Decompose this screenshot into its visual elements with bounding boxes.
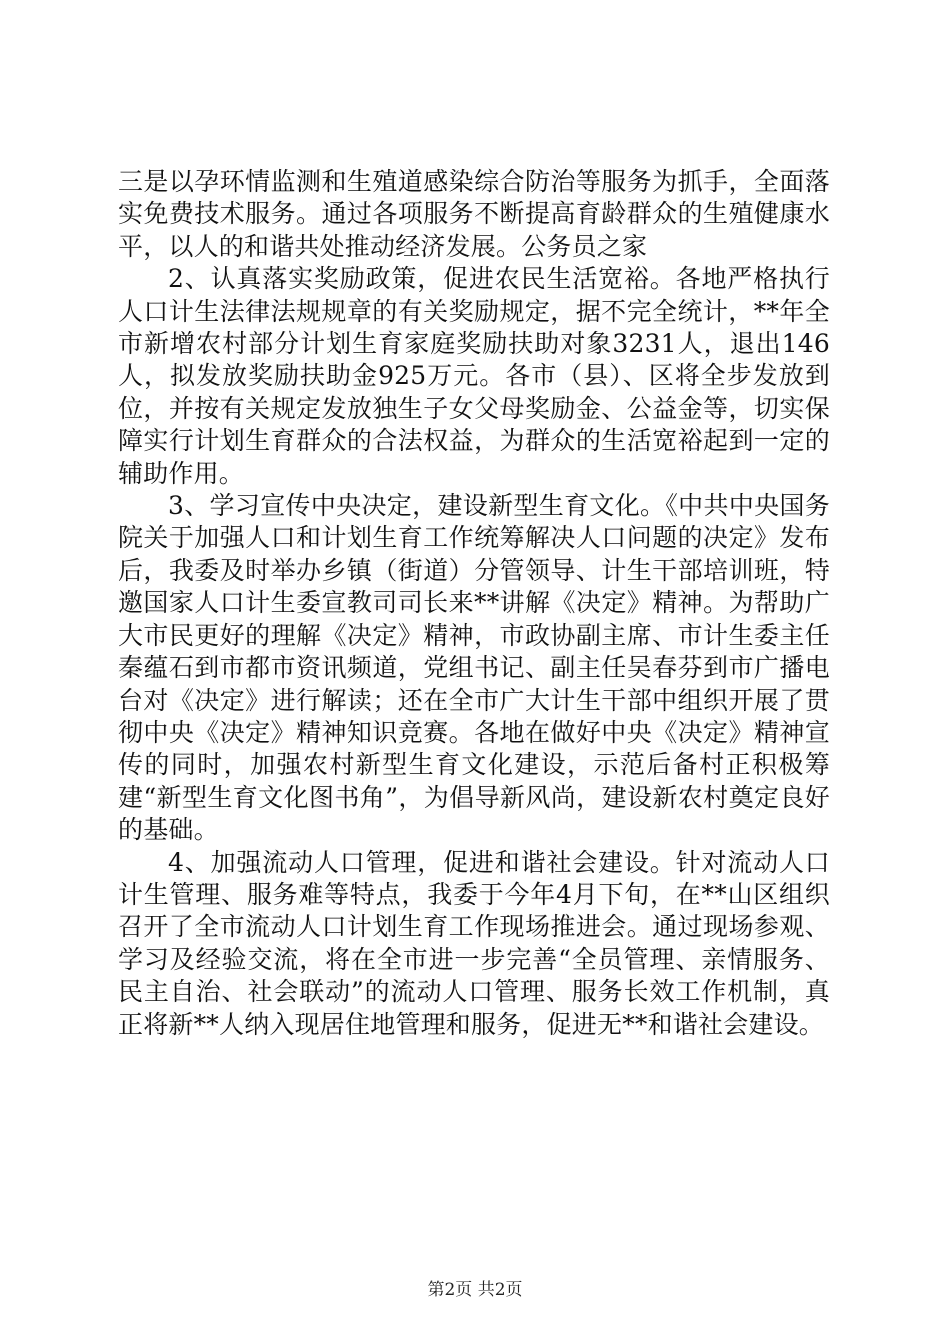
document-body (118, 166, 830, 1041)
page-number-footer: 第2页 共2页 (427, 1280, 523, 1300)
paragraph-continuation: 三是以孕环情监测和生殖道感染综合防治等服务为抓手，全面落实免费技术服务。通过各项服务不断提高育龄群众的生殖健康水平，以人的和谐共处推动经济发展。公务员之家 (118, 167, 830, 261)
paragraph-central-decision: 3、学习宣传中央决定，建设新型生育文化。《中共中央国务院关于加强人口和计划生育工作统筹解决人口问题的决定》发布后，我委及时举办乡镇（街道）分管领导、计生干部培训班，特邀国家人口计生委宣教司司长来**讲解《决定》精神。为帮助广大市民更好的理解《决定》精神，市政协副主席、市计生委主任秦蕴石到市都市资讯频道，党组书记、副主任吴春芬到市广播电台对《决定》进行解读；还在全市广大计生干部中组织开展了贯彻中央《决定》精神知识竞赛。各地在做好中央《决定》精神宣传的同时，加强农村新型生育文化建设，示范后备村正积极筹建“新型生育文化图书角”，为倡导新风尚，建设新农村奠定良好的基础。 (118, 491, 830, 845)
paragraph-reward-policy: 2、认真落实奖励政策，促进农民生活宽裕。各地严格执行人口计生法律法规规章的有关奖励规定，据不完全统计，**年全市新增农村部分计划生育家庭奖励扶助对象3231人，退出146人，拟发放奖励扶助金925万元。各市（县）、区将全步发放到位，并按有关规定发放独生子女父母奖励金、公益金等，切实保障实行计划生育群众的合法权益，为群众的生活宽裕起到一定的辅助作用。 (118, 264, 830, 488)
paragraph-floating-population: 4、加强流动人口管理，促进和谐社会建设。针对流动人口计生管理、服务难等特点，我委于今年4月下旬，在**山区组织召开了全市流动人口计划生育工作现场推进会。通过现场参观、学习及经验交流，将在全市进一步完善“全员管理、亲情服务、民主自治、社会联动”的流动人口管理、服务长效工作机制，真正将新**人纳入现居住地管理和服务，促进无**和谐社会建设。 (118, 847, 830, 1039)
